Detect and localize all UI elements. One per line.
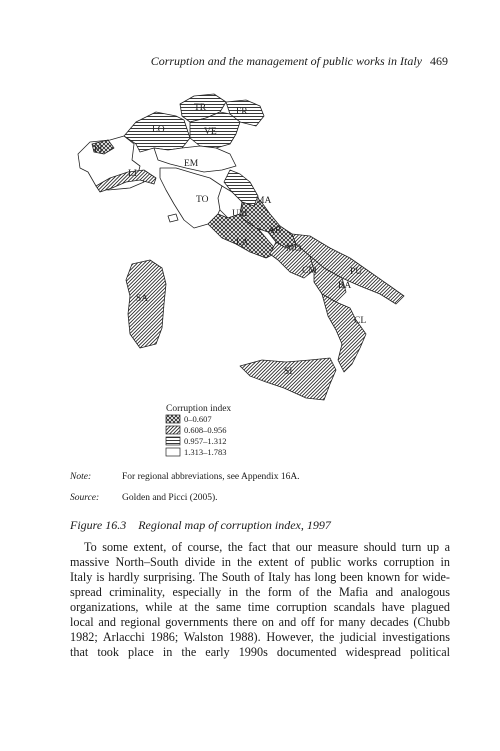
map-legend — [166, 404, 231, 457]
figure-source — [70, 493, 218, 503]
label-cl: CL — [354, 316, 367, 326]
label-sa: SA — [136, 294, 149, 304]
legend-item-3: 0.957–1.312 — [184, 436, 227, 446]
label-ve: VE — [204, 127, 217, 137]
label-um: UM — [232, 209, 248, 219]
legend-title: Corruption index — [166, 404, 232, 414]
label-mo: MO — [286, 244, 302, 254]
label-to: TO — [196, 195, 209, 205]
legend-item-2: 0.608–0.956 — [184, 425, 227, 435]
caption-number: Figure 16.3 — [70, 518, 127, 532]
body-line: organizations, while at the same time corruption scandals have plagued — [70, 600, 450, 614]
legend-swatch-2 — [166, 426, 180, 434]
running-title: Corruption and the management of public works in Italy — [150, 54, 422, 68]
region-sicilia — [240, 358, 336, 400]
legend-item-4: 1.313–1.783 — [184, 447, 227, 457]
body-line: local and regional governments there on and off for many decades (Chubb — [70, 615, 450, 629]
label-em: EM — [184, 159, 199, 169]
body-line: 1982; Arlacchi 1986; Walston 1988). However, the judicial investigations — [70, 630, 450, 644]
label-ma: MA — [256, 196, 272, 206]
label-la: LA — [236, 238, 249, 248]
label-ba: BA — [338, 281, 352, 291]
label-ab: AB — [268, 226, 282, 236]
body-paragraph — [70, 540, 450, 660]
figure-caption — [70, 518, 331, 533]
region-sardegna — [126, 260, 166, 348]
map-figure — [70, 82, 450, 474]
body-line: To some extent, of course, the fact that our measure should turn up a — [84, 540, 450, 554]
label-pu: PU — [350, 267, 363, 277]
label-si: SI — [284, 367, 293, 377]
legend-swatch-1 — [166, 415, 180, 423]
note-text: For regional abbreviations, see Appendix 16A. — [122, 472, 300, 482]
label-lo: LO — [152, 125, 165, 135]
legend-swatch-4 — [166, 448, 180, 456]
italy-regions-map — [70, 82, 450, 474]
legend-item-1: 0–0.607 — [184, 414, 212, 424]
island-elba — [168, 214, 178, 222]
label-fr: FR — [236, 107, 248, 117]
label-li: LI — [128, 169, 137, 179]
running-head — [70, 54, 448, 69]
source-text: Golden and Picci (2005). — [122, 493, 218, 503]
figure-note — [70, 472, 300, 482]
body-line: spread criminality, especially in the form of the Mafia and analogous — [70, 585, 450, 599]
page-number: 469 — [430, 54, 448, 68]
legend-swatch-3 — [166, 437, 180, 445]
label-tr: TR — [194, 103, 207, 113]
label-cm: CM — [302, 266, 317, 276]
body-line: that took place in the early 1990s documented widespread political — [70, 645, 450, 659]
caption-title: Regional map of corruption index, 1997 — [138, 518, 331, 532]
body-line: Italy is hardly surprising. The South of Italy has long been known for wide- — [70, 570, 450, 584]
label-pi: PI — [94, 145, 103, 155]
note-label: Note: — [70, 472, 92, 482]
body-line: massive North–South divide in the extent of public works corruption in — [70, 555, 450, 569]
source-label: Source: — [70, 493, 100, 503]
